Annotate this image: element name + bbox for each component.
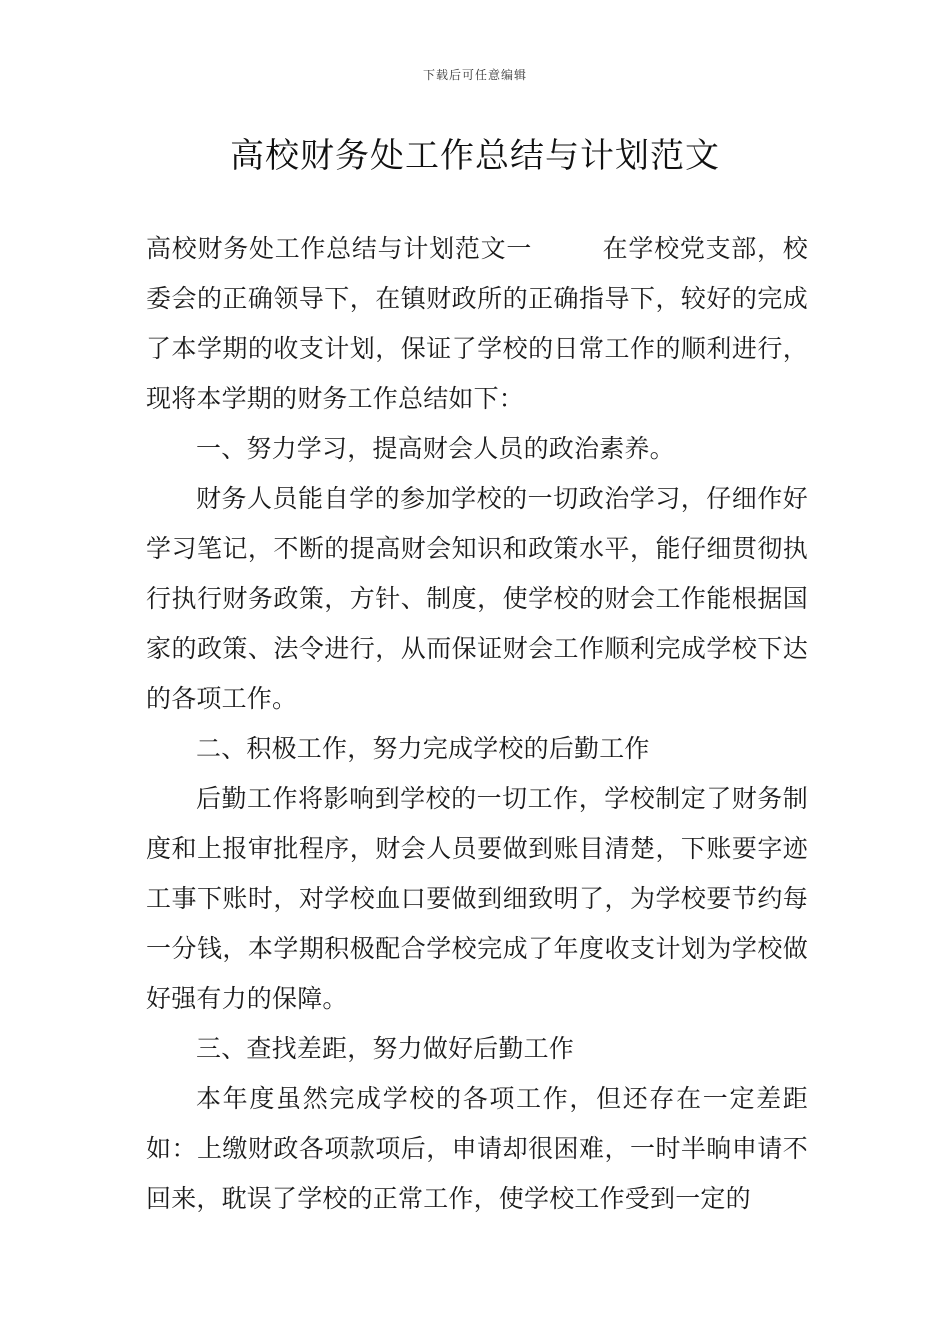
section-heading-3: 三、查找差距，努力做好后勤工作 [196,1034,575,1063]
intro-text: 在学校党支部，校委会的正确领导下，在镇财政所的正确指导下，较好的完成了本学期的收支计划，保证了学校的日常工作的顺利进行，现将本学期的财务工作总结如下： [146,234,808,413]
intro-paragraph [146,224,808,424]
page-title: 高校财务处工作总结与计划范文 [230,136,720,176]
section-body-1: 财务人员能自学的参加学校的一切政治学习，仔细作好学习笔记，不断的提高财会知识和政策水平，能仔细贯彻执行执行财务政策，方针、制度，使学校的财会工作能根据国家的政策、法令进行，从而保证财会工作顺利完成学校下达的各项工作。 [146,484,808,713]
header-note: 下载后可任意编辑 [422,68,527,82]
section-heading-1: 一、努力学习，提高财会人员的政治素养。 [196,434,675,463]
section-body-3: 本年度虽然完成学校的各项工作，但还存在一定差距如：上缴财政各项款项后，申请却很困难，一时半晌申请不回来，耽误了学校的正常工作，使学校工作受到一定的 [146,1084,808,1213]
section-heading-2: 二、积极工作，努力完成学校的后勤工作 [196,734,650,763]
document-body [146,224,808,1224]
intro-lead: 高校财务处工作总结与计划范文一 [146,234,533,263]
section-body-2: 后勤工作将影响到学校的一切工作，学校制定了财务制度和上报审批程序，财会人员要做到账目清楚，下账要字迹工事下账时，对学校血口要做到细致明了，为学校要节约每一分钱，本学期积极配合学校完成了年度收支计划为学校做好强有力的保障。 [146,784,808,1013]
